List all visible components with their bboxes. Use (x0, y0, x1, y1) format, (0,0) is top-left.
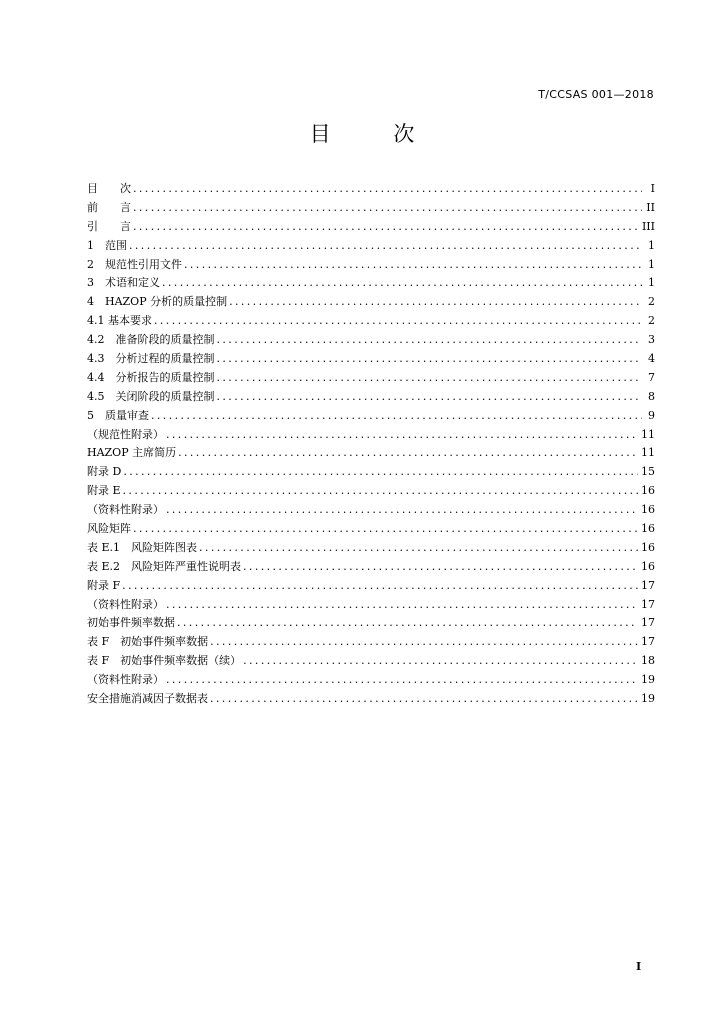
toc-dot-leader (229, 295, 642, 308)
toc-entry[interactable] (87, 444, 655, 463)
toc-entry-label: 风险矩阵 (87, 522, 131, 536)
toc-dot-leader (199, 541, 638, 554)
toc-entry-page: 2 (648, 295, 655, 309)
toc-entry-page: 17 (641, 578, 655, 592)
toc-entry-page: II (646, 200, 655, 214)
toc-dot-leader (210, 692, 638, 705)
toc-entry-label: 5 质量审查 (87, 408, 149, 422)
toc-dot-leader (184, 258, 642, 271)
toc-dot-leader (166, 598, 638, 611)
toc-entry-label: 4 HAZOP 分析的质量控制 (87, 295, 228, 309)
toc-entry[interactable] (87, 520, 655, 539)
toc-dot-leader (243, 560, 638, 573)
toc-entry[interactable] (87, 501, 655, 520)
toc-entry-page: 11 (641, 427, 655, 441)
toc-entry-page: 16 (641, 559, 655, 573)
toc-dot-leader (133, 201, 642, 214)
toc-entry-page: 19 (641, 692, 655, 706)
toc-dot-leader (166, 503, 638, 516)
toc-entry[interactable] (87, 180, 655, 199)
toc-entry-label: 4.4 分析报告的质量控制 (87, 370, 215, 384)
toc-entry[interactable] (87, 293, 655, 312)
toc-entry-page: 9 (648, 408, 655, 422)
toc-entry-page: 2 (648, 314, 655, 328)
toc-dot-leader (123, 484, 638, 497)
toc-dot-leader (122, 579, 638, 592)
toc-entry[interactable] (87, 199, 655, 218)
toc-dot-leader (166, 428, 638, 441)
toc-dot-leader (133, 182, 642, 195)
toc-entry[interactable] (87, 407, 655, 426)
document-code: T/CCSAS 001—2018 (538, 88, 654, 101)
toc-entry-label: 附录 D (87, 465, 122, 479)
toc-entry-label: 1 范围 (87, 238, 127, 252)
toc-entry-page: 3 (648, 333, 655, 347)
toc-dot-leader (162, 276, 642, 289)
table-of-contents (87, 180, 655, 709)
toc-entry[interactable] (87, 558, 655, 577)
toc-entry-label: 表 E.2 风险矩阵严重性说明表 (87, 559, 242, 573)
toc-entry-label: 4.1 基本要求 (87, 314, 152, 328)
toc-entry[interactable] (87, 614, 655, 633)
toc-entry[interactable] (87, 331, 655, 350)
toc-dot-leader (178, 446, 638, 459)
toc-entry-label: 3 术语和定义 (87, 276, 160, 290)
toc-entry[interactable] (87, 218, 655, 237)
toc-entry[interactable] (87, 312, 655, 331)
page-number: I (636, 960, 642, 973)
toc-dot-leader (166, 673, 638, 686)
toc-entry-label: 2 规范性引用文件 (87, 257, 182, 271)
toc-entry-page: 17 (641, 616, 655, 630)
toc-entry[interactable] (87, 577, 655, 596)
toc-entry-page: III (641, 219, 655, 233)
toc-entry-label: 附录 F (87, 578, 121, 592)
toc-entry-label: 前 言 (87, 200, 131, 214)
toc-entry-label: 引 言 (87, 219, 131, 233)
toc-entry[interactable] (87, 539, 655, 558)
toc-entry-label: 安全措施消减因子数据表 (87, 692, 208, 706)
toc-entry-page: 17 (641, 597, 655, 611)
toc-entry-label: 初始事件频率数据 (87, 616, 175, 630)
toc-entry-label: （资料性附录） (87, 597, 164, 611)
toc-entry-label: （资料性附录） (87, 503, 164, 517)
toc-entry-page: 16 (641, 522, 655, 536)
toc-dot-leader (154, 314, 642, 327)
toc-entry-label: （资料性附录） (87, 673, 164, 687)
toc-entry-page: I (650, 182, 655, 195)
toc-entry[interactable] (87, 690, 655, 709)
toc-dot-leader (123, 465, 638, 478)
toc-entry-page: 17 (641, 635, 655, 649)
toc-entry[interactable] (87, 652, 655, 671)
toc-entry-label: 附录 E (87, 484, 121, 498)
toc-entry-page: 16 (641, 484, 655, 498)
toc-dot-leader (151, 409, 642, 422)
toc-entry-page: 11 (641, 446, 655, 460)
toc-dot-leader (133, 522, 638, 535)
toc-entry-label: HAZOP 主席简历 (87, 446, 177, 460)
toc-entry-page: 1 (648, 238, 655, 252)
toc-entry[interactable] (87, 633, 655, 652)
toc-entry-page: 4 (648, 352, 655, 366)
toc-entry[interactable] (87, 482, 655, 501)
toc-dot-leader (177, 616, 638, 629)
toc-entry-page: 18 (641, 654, 655, 668)
toc-dot-leader (217, 352, 643, 365)
toc-entry[interactable] (87, 388, 655, 407)
toc-entry-label: 4.2 准备阶段的质量控制 (87, 333, 215, 347)
toc-entry[interactable] (87, 369, 655, 388)
toc-entry-label: 4.5 关闭阶段的质量控制 (87, 389, 215, 403)
toc-entry-label: （规范性附录） (87, 427, 164, 441)
toc-entry-label: 表 E.1 风险矩阵图表 (87, 540, 198, 554)
toc-entry[interactable] (87, 237, 655, 256)
toc-entry-page: 16 (641, 540, 655, 554)
toc-entry-page: 19 (641, 673, 655, 687)
toc-entry-page: 16 (641, 503, 655, 517)
toc-entry[interactable] (87, 463, 655, 482)
toc-dot-leader (129, 239, 642, 252)
toc-entry-page: 1 (648, 276, 655, 290)
toc-entry[interactable] (87, 256, 655, 275)
toc-entry-label: 4.3 分析过程的质量控制 (87, 352, 215, 366)
toc-dot-leader (243, 654, 638, 667)
toc-entry[interactable] (87, 426, 655, 445)
toc-entry-label: 表 F 初始事件频率数据（续） (87, 654, 242, 668)
toc-entry-page: 7 (648, 370, 655, 384)
toc-entry-page: 8 (648, 389, 655, 403)
toc-entry[interactable] (87, 274, 655, 293)
toc-dot-leader (217, 371, 643, 384)
toc-dot-leader (210, 635, 638, 648)
page-title: 目 次 (309, 122, 443, 146)
toc-entry-page: 1 (648, 257, 655, 271)
toc-entry-page: 15 (641, 465, 655, 479)
toc-entry[interactable] (87, 350, 655, 369)
toc-dot-leader (217, 333, 643, 346)
toc-entry[interactable] (87, 671, 655, 690)
toc-dot-leader (217, 390, 643, 403)
toc-entry-label: 表 F 初始事件频率数据 (87, 635, 209, 649)
toc-dot-leader (133, 220, 639, 233)
toc-entry-label: 目 次 (87, 182, 131, 195)
toc-entry[interactable] (87, 596, 655, 615)
